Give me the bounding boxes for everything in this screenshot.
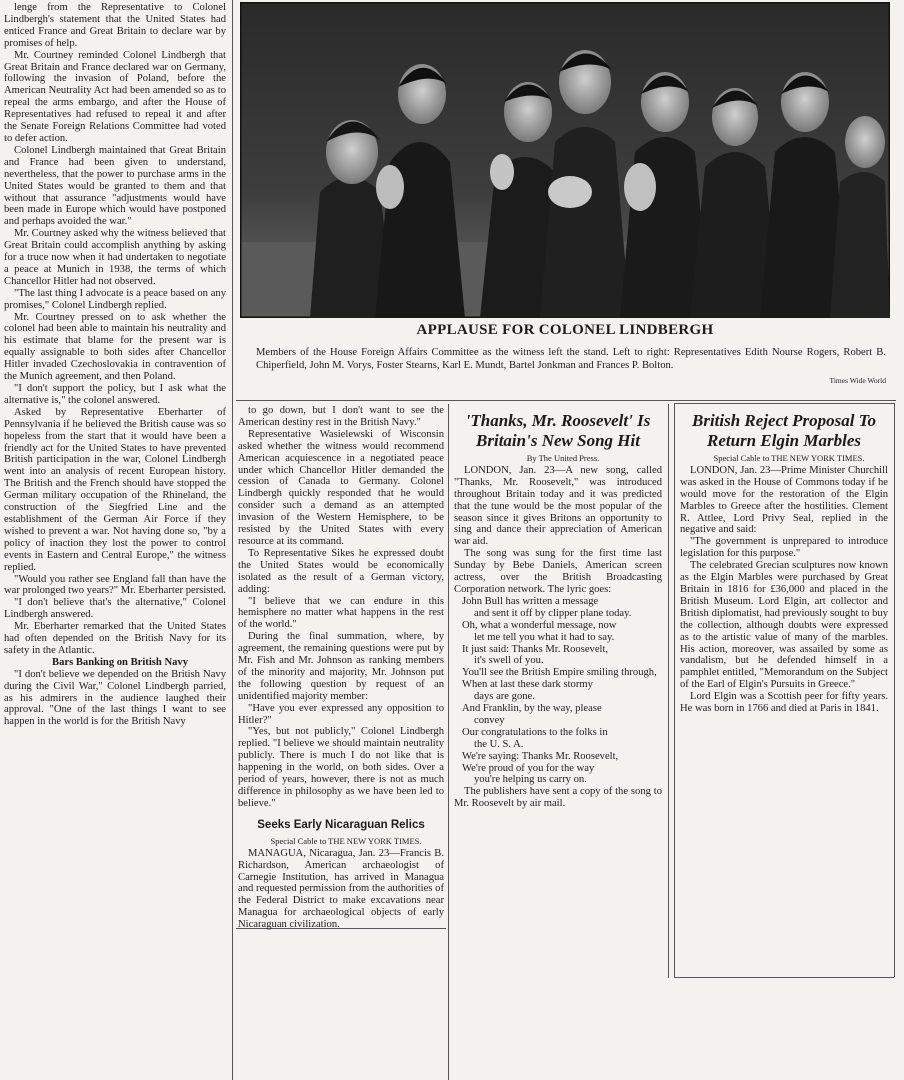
song-closing: The publishers have sent a copy of the song to Mr. Roosevelt by air mail.: [454, 786, 662, 810]
photo-title: APPLAUSE FOR COLONEL LINDBERGH: [416, 322, 714, 338]
lyric-line: Our congratulations to the folks in: [462, 726, 608, 738]
article-paragraph: "Have you ever expressed any opposition to Hitler?": [238, 702, 444, 726]
article-paragraph: "Would you rather see England fall than have the war prolonged two years?" Mr. Eberharter persisted.: [4, 573, 226, 597]
photo-image: [240, 2, 890, 318]
article-paragraph: During the final summation, where, by agreement, the remaining questions were put by Mr. Fish and Mr. Johnson as ranking members of the minority and majority, Mr. Johnson put the following question by request of an unidentified majority member:: [238, 631, 444, 702]
column-roosevelt-song: [454, 405, 662, 1078]
article-paragraph: Lord Elgin was a Scottish peer for fifty years. He was born in 1766 and died at Paris in 1841.: [680, 691, 888, 715]
column-lindbergh-continued: [238, 405, 444, 1078]
photo-caption: Members of the House Foreign Affairs Committee as the witness left the stand. Left to right: Representatives Edith Nourse Rogers, Robert B. Chiperfield, John M. Vorys, Foster Stearns, Karl E. Mundt, Bartel Jonkman and Frances P. Bolton.: [256, 347, 886, 371]
box-right: [894, 403, 895, 977]
lyric-line: Oh, what a wonderful message, now: [462, 619, 617, 631]
lyric-line: And Franklin, by the way, please: [462, 703, 602, 715]
lyric-line: days are gone.: [474, 691, 535, 703]
article-paragraph: lenge from the Representative to Colonel Lindbergh's statement that the United States had enticed France and Great Britain to declare war by promises of help.: [4, 2, 226, 49]
song-byline: By The United Press.: [526, 453, 600, 463]
article-paragraph: Representative Wasielewski of Wisconsin asked whether the witness would recommend American acquiescence in a negotiated peace under which Chancellor Hitler demanded the cession of Canada to Germany. Colonel Lindbergh quickly responded that he would consider such a demand as an attempted invasion of the Western Hemisphere, to be resisted by the United States with every resource at its command.: [238, 428, 444, 547]
lyric-line: John Bull has written a message: [462, 595, 599, 607]
lyric-line: the U. S. A.: [474, 738, 524, 750]
lyric-line: We're proud of you for the way: [462, 762, 595, 774]
article-paragraph: "I believe that we can endure in this hemisphere no matter what happens in the rest of the world.": [238, 595, 444, 631]
lyric-line: and sent it off by clipper plane today.: [474, 607, 632, 619]
lyric-line: let me tell you what it had to say.: [474, 631, 615, 643]
article-paragraph: Asked by Representative Eberharter of Pennsylvania if he believed the British cause was so hopeless from the start that it would have been a friendly act for the United States to have prevented British participation in the war, Colonel Lindbergh went into an analysis of recent European history. The British and the French should have stopped the German military occupation of the Rhineland, the construction of the Siegfried Line and the establishment of the German Air Force if they wished to prevent a war. Not having done so, "by a policy of inaction they lost the power to control events in Eastern and Central Europe," the witness replied.: [4, 406, 226, 573]
column-elgin-marbles: [680, 405, 888, 973]
article-paragraph: The celebrated Grecian sculptures now known as the Elgin Marbles were purchased by Great Britain in 1816 for £36,000 and placed in the British Museum. Lord Elgin, art collector and British diplomatist, had previously sought to buy the collection, although doubts were expressed as to the artistic value of many of the marbles. His action, moreover, was assailed by some as vandalism, but he defended himself in a pamphlet entitled, "Memorandum on the Subject of the Earl of Elgin's Pursuits in Greece.": [680, 560, 888, 691]
lyric-line: it's swell of you.: [474, 655, 544, 667]
article-paragraph: Mr. Courtney reminded Colonel Lindbergh that Great Britain and France declared war on Germany, following the invasion of Poland, before the American Neutrality Act had been amended so as to repeal the arms embargo, and after the House of Representatives had refused to repeal it and after the Senate Foreign Relations Committee had voted to defer action.: [4, 49, 226, 144]
column-lindbergh-testimony: [4, 2, 226, 1078]
lyric-line: You'll see the British Empire smiling through,: [462, 667, 657, 679]
lyric-line: It just said: Thanks Mr. Roosevelt,: [462, 643, 609, 655]
photo-bottom-rule: [236, 400, 896, 401]
article-paragraph: Colonel Lindbergh maintained that Great Britain and France had been given to understand, nevertheless, that the power to purchase arms in the United States would be granted to them and that without that assurance "adjustments would have been made in Europe which would have postponed and perhaps avoided the war.": [4, 144, 226, 228]
article-paragraph: "I don't believe that's the alternative," Colonel Lindbergh answered.: [4, 597, 226, 621]
lyric-line: When at last these dark stormy: [462, 679, 593, 691]
column-rule: [668, 404, 669, 978]
nicaragua-byline: Special Cable to THE NEW YORK TIMES.: [270, 835, 422, 846]
nicaragua-headline: Seeks Early Nicaraguan Relics: [257, 818, 425, 831]
elgin-headline: British Reject Proposal To Return Elgin Marbles: [691, 411, 877, 450]
article-paragraph: Mr. Eberharter remarked that the United States had often depended on the British Navy for its safety in the Atlantic.: [4, 621, 226, 656]
column-rule: [448, 404, 449, 1080]
song-lyric: [454, 596, 662, 787]
article-paragraph: "The last thing I advocate is a peace based on any promises," Colonel Lindbergh replied.: [4, 287, 226, 311]
box-top: [674, 403, 894, 404]
article-paragraph: LONDON, Jan. 23—A new song, called "Thanks, Mr. Roosevelt," was introduced throughout Britain today and it was predicted that the tune would be the most popular of the season since it gives Britons an opportunity to sing and dance their appreciation of American war aid.: [454, 464, 662, 548]
article-paragraph: "I don't believe we depended on the British Navy during the Civil War," Colonel Lindbergh parried, as his admirers in the audience laughed their approval. "One of the last things I want to see happen in the world is for the British Navy: [4, 668, 226, 728]
song-headline: 'Thanks, Mr. Roosevelt' Is Britain's New Song Hit: [465, 411, 651, 450]
news-photo: [240, 2, 890, 318]
article-paragraph: "I don't support the policy, but I ask what the alternative is," the colonel answered.: [4, 383, 226, 406]
article-paragraph: Mr. Courtney asked why the witness believed that Great Britain could accomplish anything by asking for a truce now when it had undertaken to negotiate a peace at Munich in 1938, the terms of which Chancellor Hitler had not observed.: [4, 228, 226, 287]
elgin-byline: Special Cable to THE NEW YORK TIMES.: [713, 453, 865, 463]
subheadline: Bars Banking on British Navy: [52, 656, 188, 668]
nicaragua-article: MANAGUA, Nicaragua, Jan. 23—Francis B. Richardson, American archaeologist of Carnegie Institution, has arrived in Managua and requested permission from the authorities of the Federal District to make excavations near Managua for archaeological objects of early Nicaraguan civilization.: [238, 847, 444, 931]
box-bottom: [674, 977, 894, 978]
article-paragraph: to go down, but I don't want to see the American destiny rest in the British Navy.": [238, 405, 444, 428]
article-paragraph: "The government is unprepared to introduce legislation for this purpose.": [680, 536, 888, 560]
article-paragraph: "Yes, but not publicly," Colonel Lindbergh replied. "I believe we should maintain neutrality publicly. There is much I do not like that is happening in the world, on both sides. Over a period of years, however, there is not as much difference in philosophy as we have been led to believe.": [238, 726, 444, 809]
article-paragraph: Mr. Courtney pressed on to ask whether the colonel had been able to maintain his neutrality and his estimate that blame for the present war is equally assignable to both sides after Chancellor Hitler invaded Czechoslovakia in contravention of the Munich agreement, and then Poland.: [4, 311, 226, 383]
lyric-line: you're helping us carry on.: [474, 774, 587, 786]
column-rule: [232, 0, 233, 1080]
photo-credit: Times Wide World: [829, 376, 886, 385]
box-left: [674, 403, 675, 977]
article-paragraph: The song was sung for the first time last Sunday by Bebe Daniels, American screen actress, over the British Broadcasting Corporation network. The lyric goes:: [454, 548, 662, 595]
lyric-line: We're saying: Thanks Mr. Roosevelt,: [462, 750, 619, 762]
article-paragraph: LONDON, Jan. 23—Prime Minister Churchill was asked in the House of Commons today if he would move for the restoration of the Elgin Marbles to Greece after the hostilities. Clement R. Attlee, Lord Privy Seal, replied in the negative and said:: [680, 464, 888, 536]
article-paragraph: To Representative Sikes he expressed doubt the United States would be economically isolated as the result of a German victory, adding:: [238, 547, 444, 595]
lyric-line: convey: [474, 714, 505, 726]
